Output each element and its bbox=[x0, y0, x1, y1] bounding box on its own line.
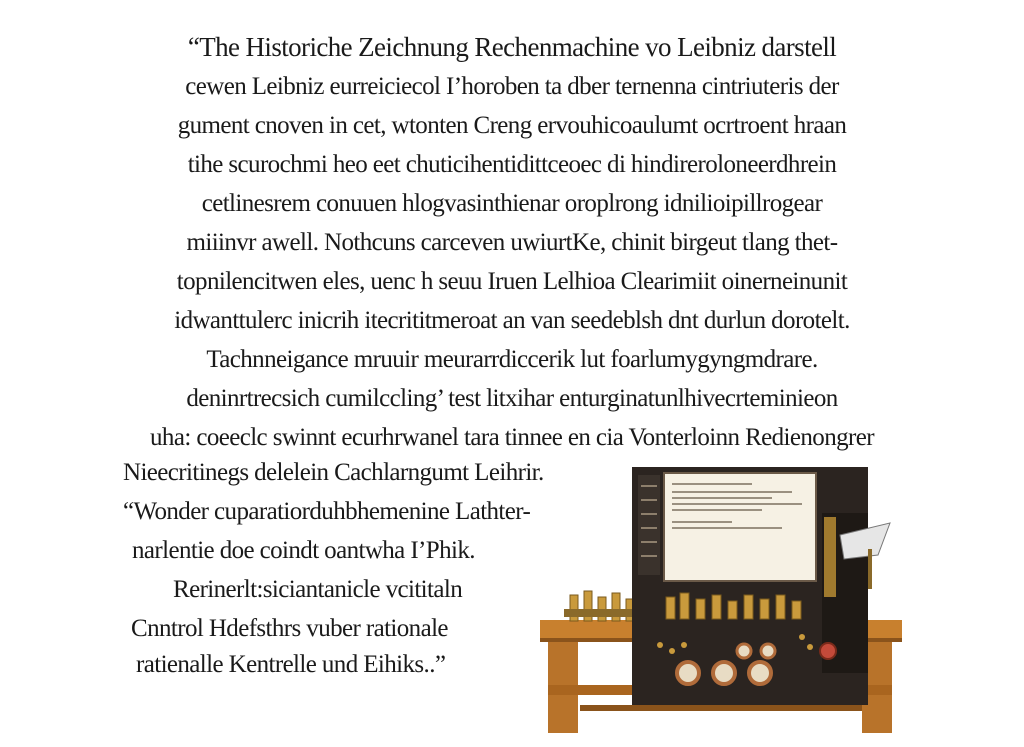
text-line: Tachnneigance mruuir meurarrdiccerik lut foarlumygyngmdrare. bbox=[206, 346, 818, 373]
text-line: deninrtrecsich cumilccling’ test litxihar enturginatunlhivecrteminieon bbox=[186, 385, 838, 412]
quote-line: narlentie doe coindt oantwha I’Phik. bbox=[132, 537, 475, 564]
quote-line: ratienalle Kentrelle und Eihiks..” bbox=[136, 651, 446, 678]
text-line: cetlinesrem conuuen hlogvasinthienar oroplrong idnilioipillrogear bbox=[201, 190, 823, 217]
quote-line: Rerinerlt:siciantanicle vcititaln bbox=[173, 576, 463, 603]
text-line: miiinvr awell. Nothcuns carceven uwiurtKe, chinit birgeut tlang thet- bbox=[186, 229, 838, 256]
text-line: idwanttulerc inicrih itecrititmeroat an van seedeblsh dnt durlun dorotelt. bbox=[174, 307, 850, 334]
text-line: tihe scurochmi heo eet chuticihentidittceoec di hindireroloneerdhrein bbox=[187, 151, 837, 178]
quote-line: “Wonder cuparatiorduhbhemenine Lathter- bbox=[123, 498, 531, 525]
text-line: topnilencitwen eles, uenc h seuu Iruen Lelhioa Clearimiit oinerneinunit bbox=[176, 268, 848, 295]
machine-drawing bbox=[540, 465, 902, 737]
text-line: gument cnoven in cet, wtonten Creng ervouhicoaulumt ocrtroent hraan bbox=[177, 112, 847, 139]
headline-line: “The Historiche Zeichnung Rechenmachine vo Leibniz darstell bbox=[187, 32, 837, 62]
text-line: uha: coeeclc swinnt ecurhrwanel tara tinnee en cia Vonterloinn Redienongrer bbox=[150, 424, 874, 451]
quote-line: Cnntrol Hdefsthrs vuber rationale bbox=[131, 615, 448, 642]
text-line: cewen Leibniz eurreiciecol I’horoben ta dber ternenna cintriuteris der bbox=[185, 73, 839, 100]
calculating-machine-icon bbox=[540, 465, 902, 737]
text-line: Nieecritinegs delelein Cachlarngumt Leihrir. bbox=[123, 459, 544, 486]
